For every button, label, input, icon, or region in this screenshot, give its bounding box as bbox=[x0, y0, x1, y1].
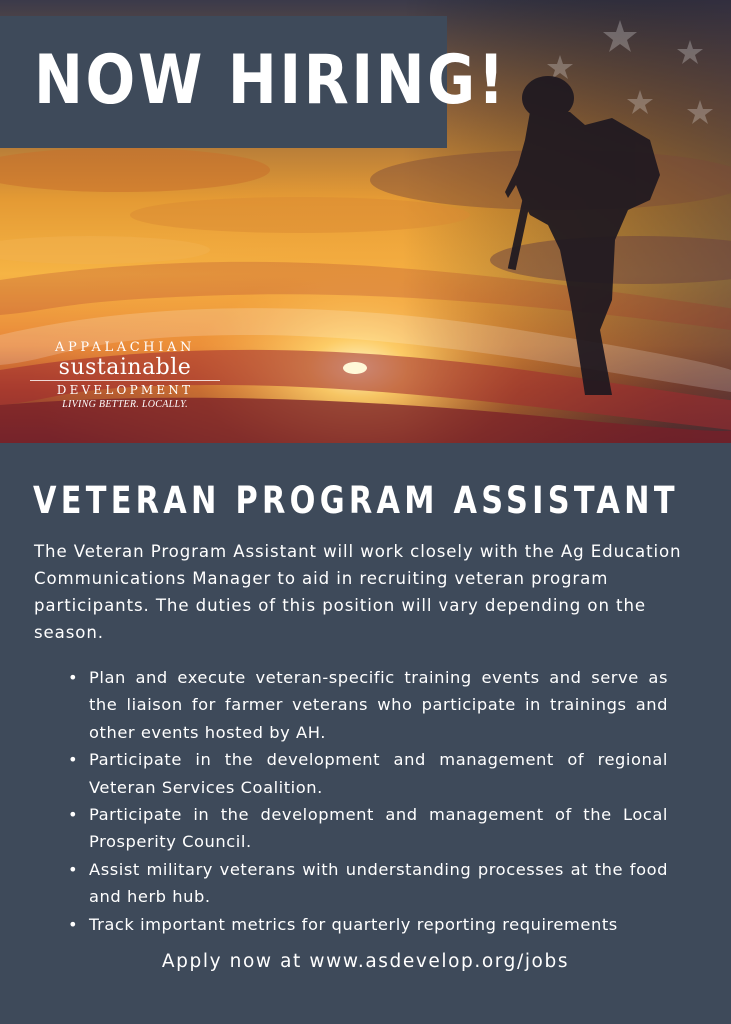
headline: NOW HIRING! bbox=[34, 41, 508, 120]
bullet-icon: • bbox=[68, 750, 79, 770]
headline-banner bbox=[0, 16, 508, 148]
logo-line-appalachian: APPALACHIAN bbox=[55, 340, 195, 355]
list-item bbox=[68, 664, 668, 746]
list-item bbox=[68, 856, 668, 911]
hero-image bbox=[0, 0, 731, 443]
job-title: VETERAN PROGRAM ASSISTANT bbox=[33, 479, 679, 522]
bullet-icon: • bbox=[68, 668, 79, 687]
apply-link[interactable]: Apply now at www.asdevelop.org/jobs bbox=[161, 951, 570, 972]
job-intro: The Veteran Program Assistant will work closely with the Ag Education Communications Manager to aid in recruiting veteran program participants. The duties of this position will vary depending on the season. bbox=[34, 542, 682, 642]
organization-logo bbox=[30, 340, 220, 411]
list-item bbox=[68, 746, 668, 801]
bullet-icon: • bbox=[68, 805, 79, 825]
list-item bbox=[68, 911, 668, 938]
bullet-icon: • bbox=[68, 914, 79, 934]
logo-line-sustainable: sustainable bbox=[58, 355, 192, 380]
duty-text: Assist military veterans with understanding processes at the food and herb hub. bbox=[89, 859, 668, 907]
duty-text: Track important metrics for quarterly reporting requirements bbox=[89, 914, 618, 934]
duty-text: Plan and execute veteran-specific training events and serve as the liaison for farmer veterans who participate in trainings and other events hosted by AH. bbox=[89, 668, 668, 742]
bullet-icon: • bbox=[68, 859, 79, 879]
duties-list bbox=[68, 664, 668, 938]
duty-text: Participate in the development and management of the Local Prosperity Council. bbox=[89, 805, 668, 852]
job-details-panel bbox=[0, 443, 731, 1024]
logo-tagline: LIVING BETTER. LOCALLY. bbox=[62, 399, 188, 410]
logo-line-development: DEVELOPMENT bbox=[30, 380, 220, 398]
list-item bbox=[68, 801, 668, 856]
duty-text: Participate in the development and management of regional Veteran Services Coalition. bbox=[89, 750, 668, 797]
